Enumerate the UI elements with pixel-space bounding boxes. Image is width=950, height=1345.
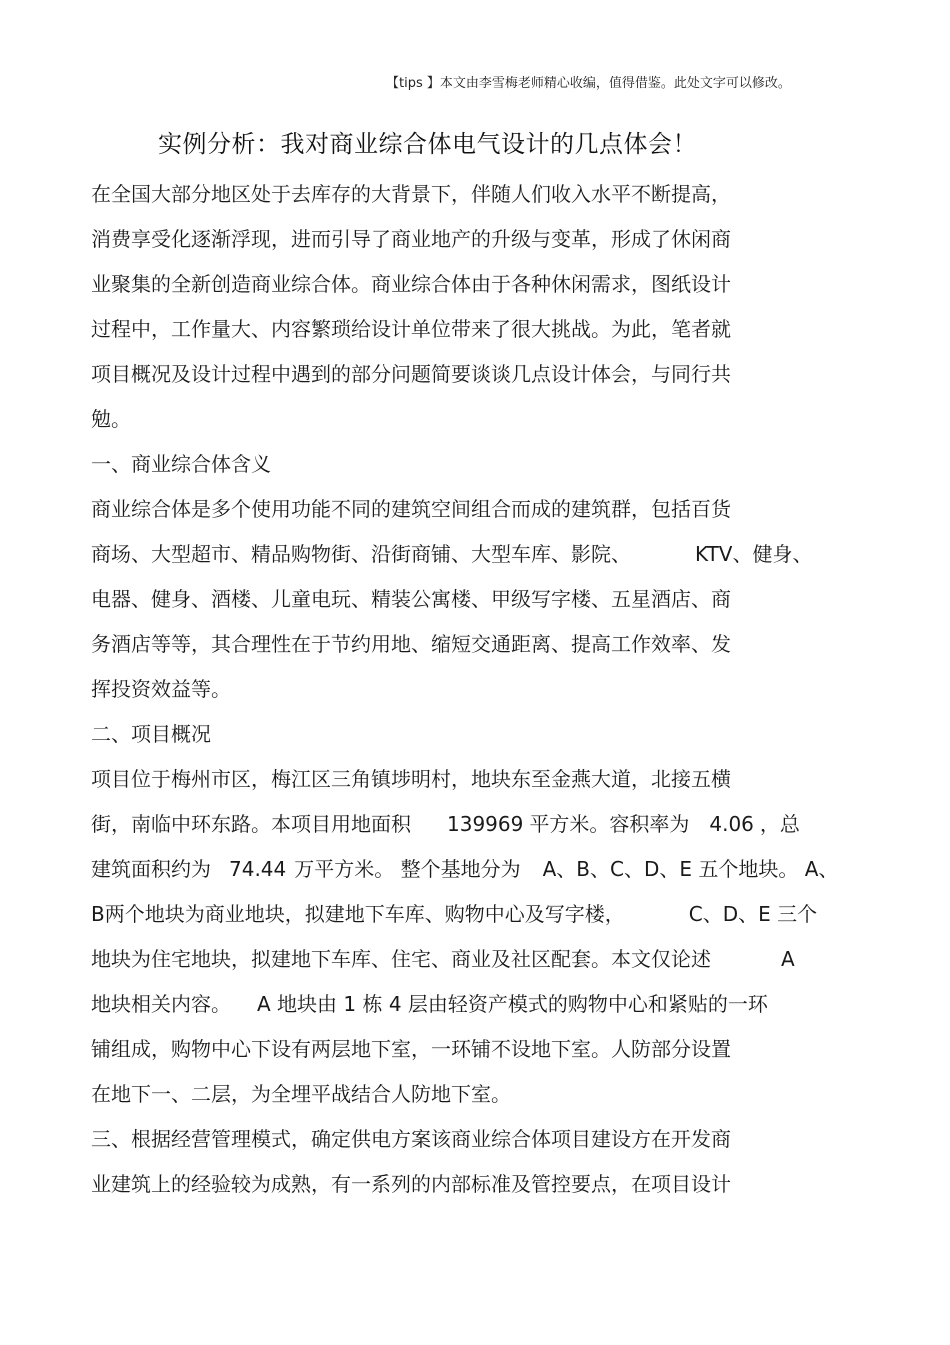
text-segment: 地块为住宅地块，拟建地下车库、住宅、商业及社区配套。本文仅论述 bbox=[91, 947, 711, 971]
text-segment: 商场、大型超市、精品购物街、沿街商铺、大型车库、影院、 bbox=[91, 542, 631, 566]
paragraph-line: 电器、健身、酒楼、儿童电玩、精装公寓楼、甲级写字楼、五星酒店、商 bbox=[91, 587, 731, 611]
section-heading: 一、商业综合体含义 bbox=[91, 452, 271, 476]
text-segment: B两个地块为商业地块，拟建地下车库、购物中心及写字楼， bbox=[91, 902, 625, 926]
text-segment: A bbox=[781, 947, 795, 971]
paragraph-line bbox=[91, 807, 871, 852]
paragraph-line: 在地下一、二层，为全埋平战结合人防地下室。 bbox=[91, 1082, 511, 1106]
text-segment: 街，南临中环东路。本项目用地面积 bbox=[91, 812, 411, 836]
document-body bbox=[91, 177, 871, 1212]
paragraph-line: 铺组成，购物中心下设有两层地下室，一环铺不设地下室。人防部分设置 bbox=[91, 1037, 731, 1061]
document-title: 实例分析：我对商业综合体电气设计的几点体会！ bbox=[158, 130, 697, 158]
paragraph-line: 务酒店等等，其合理性在于节约用地、缩短交通距离、提高工作效率、发 bbox=[91, 632, 731, 656]
paragraph-line: 项目位于梅州市区，梅江区三角镇埗明村，地块东至金燕大道，北接五横 bbox=[91, 767, 731, 791]
paragraph-line: 在全国大部分地区处于去库存的大背景下，伴随人们收入水平不断提高， bbox=[91, 182, 731, 206]
text-segment: A、B、C、D、E 五个地块。 A、 bbox=[542, 857, 839, 881]
text-segment: ，总 bbox=[759, 812, 800, 836]
text-segment: 地块相关内容。 bbox=[91, 992, 231, 1016]
text-segment: C、D、E 三个 bbox=[688, 902, 818, 926]
text-segment: 74.44 bbox=[229, 857, 287, 881]
paragraph-line bbox=[91, 537, 871, 582]
text-segment: 平方米。容积率为 bbox=[529, 812, 690, 836]
text-segment: KTV、健身、 bbox=[695, 542, 813, 566]
section-heading: 二、项目概况 bbox=[91, 722, 211, 746]
paragraph-line bbox=[91, 897, 871, 942]
paragraph-line: 商业综合体是多个使用功能不同的建筑空间组合而成的建筑群，包括百货 bbox=[91, 497, 731, 521]
paragraph-line: 挥投资效益等。 bbox=[91, 677, 231, 701]
text-segment: 建筑面积约为 bbox=[91, 857, 211, 881]
paragraph-line bbox=[91, 987, 871, 1032]
text-segment: A 地块由 1 栋 4 层由轻资产模式的购物中心和紧贴的一环 bbox=[257, 992, 768, 1016]
text-segment: 万平方米。 整个基地分为 bbox=[294, 857, 521, 881]
tips-header: 【tips 】本文由李雪梅老师精心收编，值得借鉴。此处文字可以修改。 bbox=[386, 76, 791, 91]
paragraph-line bbox=[91, 942, 871, 987]
paragraph-line bbox=[91, 852, 871, 897]
paragraph-line: 业聚集的全新创造商业综合体。商业综合体由于各种休闲需求，图纸设计 bbox=[91, 272, 731, 296]
section-heading: 三、根据经营管理模式，确定供电方案该商业综合体项目建设方在开发商 bbox=[91, 1127, 731, 1151]
paragraph-line: 勉。 bbox=[91, 407, 131, 431]
paragraph-line: 项目概况及设计过程中遇到的部分问题简要谈谈几点设计体会，与同行共 bbox=[91, 362, 731, 386]
paragraph-line: 业建筑上的经验较为成熟，有一系列的内部标准及管控要点，在项目设计 bbox=[91, 1172, 731, 1196]
paragraph-line: 过程中，工作量大、内容繁琐给设计单位带来了很大挑战。为此，笔者就 bbox=[91, 317, 731, 341]
paragraph-line: 消费享受化逐渐浮现，进而引导了商业地产的升级与变革，形成了休闲商 bbox=[91, 227, 731, 251]
text-segment: 4.06 bbox=[709, 812, 754, 836]
text-segment: 139969 bbox=[447, 812, 524, 836]
